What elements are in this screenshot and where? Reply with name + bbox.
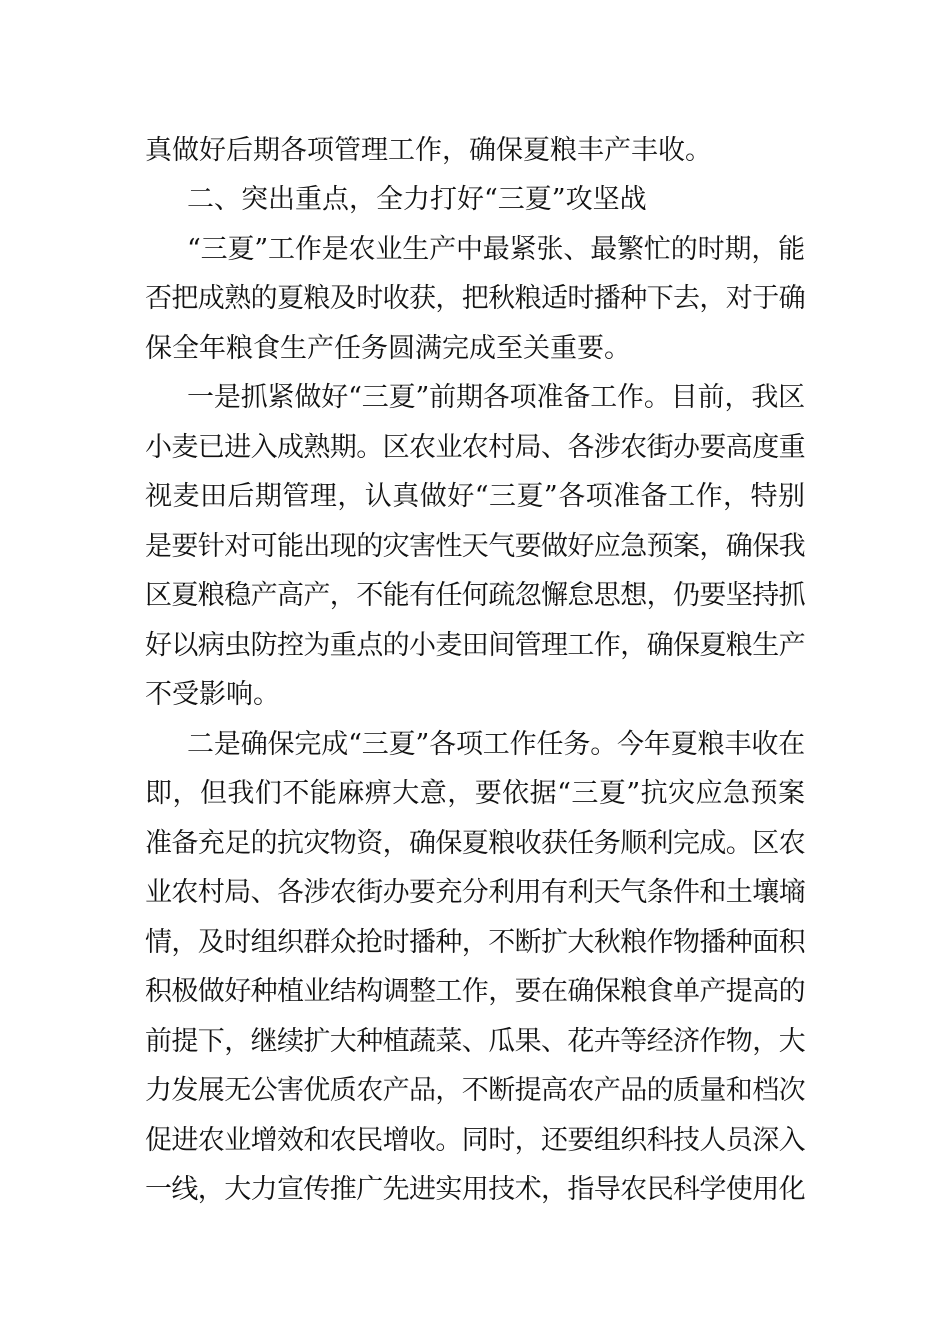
text-line: 一线，大力宣传推广先进实用技术，指导农民科学使用化 <box>145 1174 805 1205</box>
section-heading: 二、突出重点，全力打好“三夏”攻坚战 <box>187 184 647 215</box>
text-line: “三夏”工作是农业生产中最紧张、最繁忙的时期，能 <box>187 234 805 265</box>
text-line: 准备充足的抗灾物资，确保夏粮收获任务顺利完成。区农 <box>145 828 805 859</box>
text-line: 不受影响。 <box>145 679 280 710</box>
text-line: 情，及时组织群众抢时播种，不断扩大秋粮作物播种面积 <box>145 927 805 958</box>
text-line: 保全年粮食生产任务圆满完成至关重要。 <box>145 333 631 364</box>
text-line: 真做好后期各项管理工作，确保夏粮丰产丰收。 <box>145 135 712 166</box>
text-line: 促进农业增效和农民增收。同时，还要组织科技人员深入 <box>145 1125 805 1156</box>
text-line: 好以病虫防控为重点的小麦田间管理工作，确保夏粮生产 <box>145 630 805 661</box>
text-line: 业农村局、各涉农街办要充分利用有利天气条件和土壤墒 <box>145 877 805 908</box>
text-line: 即，但我们不能麻痹大意，要依据“三夏”抗灾应急预案 <box>145 778 805 809</box>
text-line: 二是确保完成“三夏”各项工作任务。今年夏粮丰收在 <box>187 729 805 760</box>
text-line: 小麦已进入成熟期。区农业农村局、各涉农街办要高度重 <box>145 432 805 463</box>
text-line: 是要针对可能出现的灾害性天气要做好应急预案，确保我 <box>145 531 805 562</box>
text-line: 区夏粮稳产高产，不能有任何疏忽懈怠思想，仍要坚持抓 <box>145 580 805 611</box>
text-line: 否把成熟的夏粮及时收获，把秋粮适时播种下去，对于确 <box>145 283 805 314</box>
text-line: 前提下，继续扩大种植蔬菜、瓜果、花卉等经济作物，大 <box>145 1026 805 1057</box>
text-line: 力发展无公害优质农产品，不断提高农产品的质量和档次 <box>145 1075 805 1106</box>
text-line: 视麦田后期管理，认真做好“三夏”各项准备工作，特别 <box>145 481 805 512</box>
text-line: 积极做好种植业结构调整工作，要在确保粮食单产提高的 <box>145 976 805 1007</box>
text-line: 一是抓紧做好“三夏”前期各项准备工作。目前，我区 <box>187 382 805 413</box>
